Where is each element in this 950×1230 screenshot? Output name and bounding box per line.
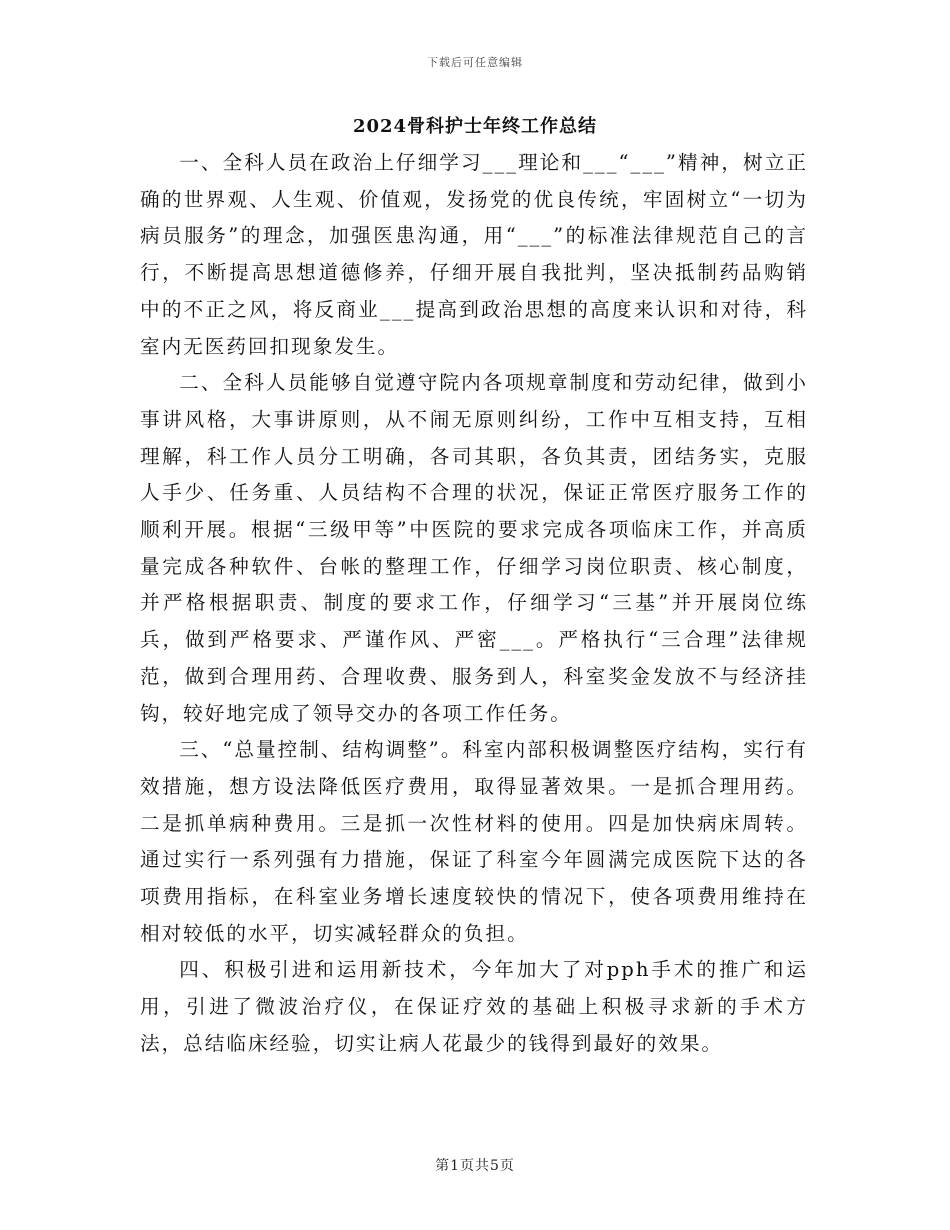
paragraph-4: 四、积极引进和运用新技术，今年加大了对pph手术的推广和运用，引进了微波治疗仪，在保证疗效的基础上积极寻求新的手术方法，总结临床经验，切实让病人花最少的钱得到最好的效果。 <box>140 958 808 1055</box>
document-body <box>140 145 808 1063</box>
download-edit-note: 下载后可任意编辑 <box>427 56 523 69</box>
paragraph-1: 一、全科人员在政治上仔细学习___理论和___“___”精神，树立正确的世界观、人生观、价值观，发扬党的优良传统，牢固树立“一切为病员服务”的理念，加强医患沟通，用“___”的标准法律规范自己的言行，不断提高思想道德修养，仔细开展自我批判，坚决抵制药品购销中的不正之风，将反商业___提高到政治思想的高度来认识和对待，科室内无医药回扣现象发生。 <box>140 151 808 358</box>
page-number-footer: 第1页共5页 <box>435 1158 515 1174</box>
paragraph-2: 二、全科人员能够自觉遵守院内各项规章制度和劳动纪律，做到小事讲风格，大事讲原则，从不闹无原则纠纷，工作中互相支持，互相理解，科工作人员分工明确，各司其职，各负其责，团结务实，克服人手少、任务重、人员结构不合理的状况，保证正常医疗服务工作的顺利开展。根据“三级甲等”中医院的要求完成各项临床工作，并高质量完成各种软件、台帐的整理工作，仔细学习岗位职责、核心制度，并严格根据职责、制度的要求工作，仔细学习“三基”并开展岗位练兵，做到严格要求、严谨作风、严密___。严格执行“三合理”法律规范，做到合理用药、合理收费、服务到人，科室奖金发放不与经济挂钩，较好地完成了领导交办的各项工作任务。 <box>140 371 808 725</box>
paragraph-3: 三、“总量控制、结构调整”。科室内部积极调整医疗结构，实行有效措施，想方设法降低医疗费用，取得显著效果。一是抓合理用药。二是抓单病种费用。三是抓一次性材料的使用。四是加快病床周转。通过实行一系列强有力措施，保证了科室今年圆满完成医院下达的各项费用指标，在科室业务增长速度较快的情况下，使各项费用维持在相对较低的水平，切实减轻群众的负担。 <box>140 738 808 945</box>
document-title: 2024骨科护士年终工作总结 <box>352 116 598 137</box>
